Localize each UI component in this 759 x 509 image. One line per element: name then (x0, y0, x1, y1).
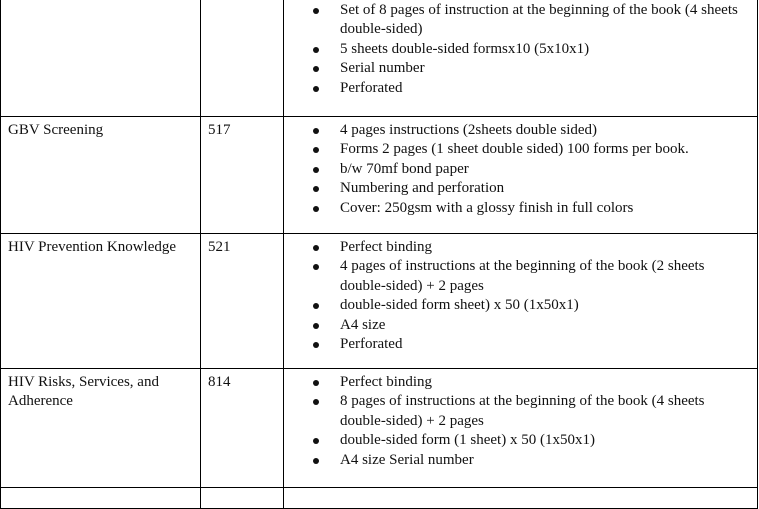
form-code-cell: 814 (201, 369, 284, 488)
table-row (1, 117, 758, 234)
list-item: Cover: 250gsm with a glossy finish in full colors (291, 199, 751, 218)
form-code-cell (201, 488, 284, 509)
list-item: Numbering and perforation (291, 179, 751, 198)
table-row (1, 0, 758, 117)
list-item: Serial number (291, 59, 751, 78)
list-item: Perfect binding (291, 238, 751, 257)
specifications-list (291, 1, 751, 98)
table-row (1, 234, 758, 369)
form-code-cell: 517 (201, 117, 284, 234)
specifications-cell (284, 369, 758, 488)
specifications-list (291, 373, 751, 470)
specifications-cell (284, 488, 758, 509)
specifications-list (291, 121, 751, 218)
list-item: Set of 8 pages of instruction at the beginning of the book (4 sheets double-sided) (291, 1, 751, 40)
list-item: 4 pages instructions (2sheets double sided) (291, 121, 751, 140)
list-item: double-sided form sheet) x 50 (1x50x1) (291, 296, 751, 315)
form-name-cell (1, 0, 201, 117)
table-row (1, 369, 758, 488)
list-item: Perfect binding (291, 373, 751, 392)
form-name-cell: HIV Prevention Knowledge (1, 234, 201, 369)
list-item: Forms 2 pages (1 sheet double sided) 100 forms per book. (291, 140, 751, 159)
specifications-cell (284, 0, 758, 117)
table-row (1, 488, 758, 509)
specifications-list (291, 238, 751, 354)
specifications-cell (284, 117, 758, 234)
form-name-cell (1, 488, 201, 509)
form-code-cell (201, 0, 284, 117)
list-item: A4 size (291, 316, 751, 335)
list-item: 4 pages of instructions at the beginning of the book (2 sheets double-sided) + 2 pages (291, 257, 751, 296)
list-item: 8 pages of instructions at the beginning of the book (4 sheets double-sided) + 2 pages (291, 392, 751, 431)
list-item: double-sided form (1 sheet) x 50 (1x50x1) (291, 431, 751, 450)
list-item: b/w 70mf bond paper (291, 160, 751, 179)
list-item: Perforated (291, 79, 751, 98)
form-name-cell: GBV Screening (1, 117, 201, 234)
list-item: 5 sheets double-sided formsx10 (5x10x1) (291, 40, 751, 59)
form-name-cell: HIV Risks, Services, and Adherence (1, 369, 201, 488)
list-item: Perforated (291, 335, 751, 354)
form-code-cell: 521 (201, 234, 284, 369)
specifications-cell (284, 234, 758, 369)
list-item: A4 size Serial number (291, 451, 751, 470)
